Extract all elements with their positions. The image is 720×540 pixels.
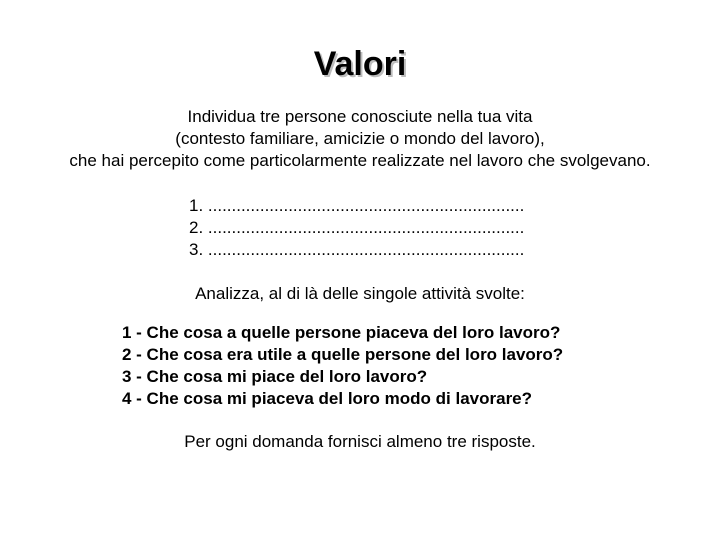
intro-paragraph [0, 106, 720, 172]
intro-line: Individua tre persone conosciute nella tua vita [187, 107, 533, 126]
question-item: 2 - Che cosa era utile a quelle persone del loro lavoro? [122, 345, 564, 364]
question-list [122, 322, 563, 410]
question-item: 3 - Che cosa mi piace del loro lavoro? [122, 367, 428, 386]
slide-title: Valori [313, 45, 407, 83]
question-item: 1 - Che cosa a quelle persone piaceva del loro lavoro? [122, 323, 561, 342]
closing-instruction: Per ogni domanda fornisci almeno tre risposte. [184, 432, 536, 451]
intro-line: (contesto familiare, amicizie o mondo del lavoro), [175, 129, 545, 148]
analysis-prompt: Analizza, al di là delle singole attività svolte: [195, 284, 525, 303]
question-item: 4 - Che cosa mi piaceva del loro modo di lavorare? [122, 389, 533, 408]
blank-item: 1. ................................................................... [189, 196, 525, 215]
blank-item: 2. ................................................................... [189, 218, 525, 237]
intro-line: che hai percepito come particolarmente realizzate nel lavoro che svolgevano. [69, 151, 651, 170]
blank-list [189, 195, 524, 261]
blank-item: 3. ................................................................... [189, 240, 525, 259]
